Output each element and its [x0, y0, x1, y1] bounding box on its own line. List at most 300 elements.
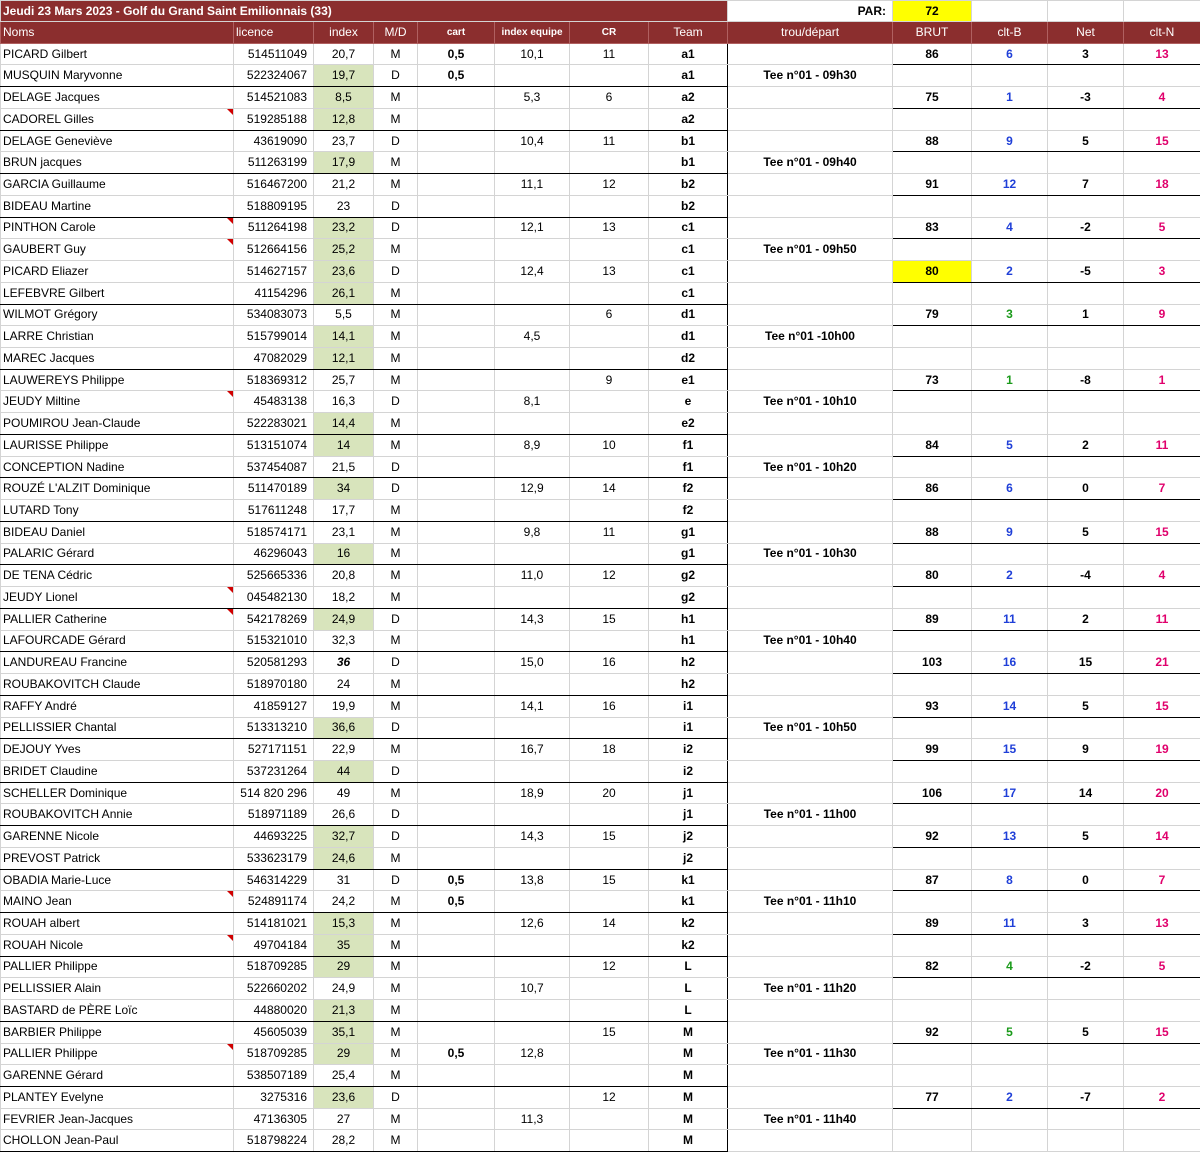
- cell-cart[interactable]: [418, 760, 495, 782]
- cell-index-equipe[interactable]: [495, 760, 570, 782]
- cell-net[interactable]: 3: [1048, 43, 1124, 65]
- cell-index-equipe[interactable]: [495, 282, 570, 304]
- cell-name[interactable]: MAINO Jean: [1, 891, 234, 913]
- cell-trou-depart[interactable]: Tee n°01 - 10h30: [728, 543, 893, 565]
- cell-cr[interactable]: 15: [570, 826, 649, 848]
- cell-trou-depart[interactable]: [728, 565, 893, 587]
- cell-net[interactable]: [1048, 239, 1124, 261]
- header-cart[interactable]: cart: [418, 22, 495, 44]
- cell-net[interactable]: [1048, 348, 1124, 370]
- cell-net[interactable]: [1048, 1043, 1124, 1065]
- cell-index-equipe[interactable]: 9,8: [495, 521, 570, 543]
- cell-name[interactable]: PALLIER Philippe: [1, 1043, 234, 1065]
- cell-index-equipe[interactable]: 10,4: [495, 130, 570, 152]
- cell-team[interactable]: a2: [649, 87, 728, 109]
- cell-trou-depart[interactable]: Tee n°01 - 10h20: [728, 456, 893, 478]
- cell-cr[interactable]: 13: [570, 217, 649, 239]
- cell-name[interactable]: GARCIA Guillaume: [1, 174, 234, 196]
- cell-name[interactable]: CADOREL Gilles: [1, 108, 234, 130]
- cell-trou-depart[interactable]: [728, 195, 893, 217]
- cell-cr[interactable]: 14: [570, 478, 649, 500]
- cell-index-equipe[interactable]: [495, 543, 570, 565]
- cell-name[interactable]: DELAGE Geneviève: [1, 130, 234, 152]
- cell-md[interactable]: M: [374, 934, 418, 956]
- cell-index[interactable]: 25,4: [314, 1065, 374, 1087]
- cell-trou-depart[interactable]: [728, 369, 893, 391]
- cell-net[interactable]: 5: [1048, 826, 1124, 848]
- cell-clt-n[interactable]: [1124, 1043, 1200, 1065]
- cell-trou-depart[interactable]: [728, 913, 893, 935]
- cell-clt-b[interactable]: [972, 891, 1048, 913]
- cell-name[interactable]: RAFFY André: [1, 695, 234, 717]
- cell-net[interactable]: [1048, 630, 1124, 652]
- cell-md[interactable]: D: [374, 261, 418, 283]
- cell-index-equipe[interactable]: 14,3: [495, 608, 570, 630]
- cell-cr[interactable]: [570, 1130, 649, 1152]
- cell-cr[interactable]: [570, 500, 649, 522]
- cell-net[interactable]: 1: [1048, 304, 1124, 326]
- cell-index[interactable]: 14: [314, 434, 374, 456]
- cell-md[interactable]: M: [374, 674, 418, 696]
- cell-licence[interactable]: 514521083: [234, 87, 314, 109]
- cell-name[interactable]: CONCEPTION Nadine: [1, 456, 234, 478]
- cell-clt-n[interactable]: 15: [1124, 130, 1200, 152]
- cell-team[interactable]: i1: [649, 717, 728, 739]
- cell-net[interactable]: [1048, 152, 1124, 174]
- cell-index-equipe[interactable]: 14,3: [495, 826, 570, 848]
- cell-cr[interactable]: [570, 413, 649, 435]
- cell-clt-b[interactable]: [972, 65, 1048, 87]
- cell-brut[interactable]: [893, 500, 972, 522]
- cell-md[interactable]: M: [374, 695, 418, 717]
- cell-clt-b[interactable]: [972, 1065, 1048, 1087]
- cell-index[interactable]: 29: [314, 956, 374, 978]
- cell-clt-n[interactable]: [1124, 65, 1200, 87]
- cell-net[interactable]: [1048, 978, 1124, 1000]
- cell-index-equipe[interactable]: [495, 500, 570, 522]
- cell-cart[interactable]: [418, 804, 495, 826]
- cell-team[interactable]: g2: [649, 587, 728, 609]
- cell-index[interactable]: 20,8: [314, 565, 374, 587]
- cell-net[interactable]: [1048, 1000, 1124, 1022]
- cell-trou-depart[interactable]: [728, 934, 893, 956]
- cell-net[interactable]: [1048, 891, 1124, 913]
- cell-index-equipe[interactable]: 10,7: [495, 978, 570, 1000]
- cell-trou-depart[interactable]: [728, 739, 893, 761]
- cell-clt-n[interactable]: [1124, 282, 1200, 304]
- cell-index[interactable]: 28,2: [314, 1130, 374, 1152]
- cell-index[interactable]: 29: [314, 1043, 374, 1065]
- cell-team[interactable]: i2: [649, 760, 728, 782]
- cell-clt-n[interactable]: 3: [1124, 261, 1200, 283]
- cell-brut[interactable]: 88: [893, 521, 972, 543]
- cell-clt-b[interactable]: [972, 348, 1048, 370]
- cell-index[interactable]: 36: [314, 652, 374, 674]
- cell-cr[interactable]: [570, 543, 649, 565]
- cell-brut[interactable]: [893, 456, 972, 478]
- cell-md[interactable]: D: [374, 652, 418, 674]
- cell-team[interactable]: g2: [649, 565, 728, 587]
- cell-licence[interactable]: 546314229: [234, 869, 314, 891]
- cell-trou-depart[interactable]: [728, 1130, 893, 1152]
- cell-team[interactable]: k1: [649, 869, 728, 891]
- cell-team[interactable]: a2: [649, 108, 728, 130]
- cell-name[interactable]: BARBIER Philippe: [1, 1021, 234, 1043]
- cell-licence[interactable]: 534083073: [234, 304, 314, 326]
- cell-md[interactable]: M: [374, 282, 418, 304]
- cell-cart[interactable]: [418, 326, 495, 348]
- cell-licence[interactable]: 520581293: [234, 652, 314, 674]
- cell-clt-b[interactable]: [972, 152, 1048, 174]
- cell-team[interactable]: M: [649, 1065, 728, 1087]
- cell-cart[interactable]: [418, 956, 495, 978]
- cell-index[interactable]: 20,7: [314, 43, 374, 65]
- cell-cart[interactable]: [418, 1021, 495, 1043]
- cell-index[interactable]: 23,6: [314, 261, 374, 283]
- cell-clt-n[interactable]: [1124, 934, 1200, 956]
- cell-licence[interactable]: 518970180: [234, 674, 314, 696]
- cell-md[interactable]: M: [374, 174, 418, 196]
- cell-name[interactable]: PINTHON Carole: [1, 217, 234, 239]
- cell-brut[interactable]: 91: [893, 174, 972, 196]
- cell-index[interactable]: 17,9: [314, 152, 374, 174]
- cell-team[interactable]: c1: [649, 217, 728, 239]
- cell-team[interactable]: j1: [649, 782, 728, 804]
- cell-clt-n[interactable]: [1124, 413, 1200, 435]
- cell-cart[interactable]: 0,5: [418, 869, 495, 891]
- cell-cr[interactable]: 11: [570, 43, 649, 65]
- cell-clt-b[interactable]: 14: [972, 695, 1048, 717]
- cell-team[interactable]: j1: [649, 804, 728, 826]
- cell-name[interactable]: MUSQUIN Maryvonne: [1, 65, 234, 87]
- cell-team[interactable]: h2: [649, 674, 728, 696]
- header-clt-n[interactable]: clt-N: [1124, 22, 1200, 44]
- header-index-equipe[interactable]: index equipe: [495, 22, 570, 44]
- cell-name[interactable]: OBADIA Marie-Luce: [1, 869, 234, 891]
- cell-brut[interactable]: [893, 1065, 972, 1087]
- cell-team[interactable]: h1: [649, 608, 728, 630]
- cell-index-equipe[interactable]: 8,1: [495, 391, 570, 413]
- cell-licence[interactable]: 518709285: [234, 956, 314, 978]
- cell-index-equipe[interactable]: 8,9: [495, 434, 570, 456]
- cell-trou-depart[interactable]: [728, 108, 893, 130]
- cell-index[interactable]: 35,1: [314, 1021, 374, 1043]
- cell-md[interactable]: M: [374, 1043, 418, 1065]
- cell-index[interactable]: 16,3: [314, 391, 374, 413]
- cell-team[interactable]: h2: [649, 652, 728, 674]
- cell-md[interactable]: M: [374, 43, 418, 65]
- cell-md[interactable]: M: [374, 434, 418, 456]
- cell-index-equipe[interactable]: 11,3: [495, 1108, 570, 1130]
- cell-md[interactable]: M: [374, 739, 418, 761]
- cell-net[interactable]: -3: [1048, 87, 1124, 109]
- cell-net[interactable]: 14: [1048, 782, 1124, 804]
- cell-net[interactable]: [1048, 108, 1124, 130]
- cell-licence[interactable]: 538507189: [234, 1065, 314, 1087]
- cell-trou-depart[interactable]: Tee n°01 - 09h50: [728, 239, 893, 261]
- cell-index[interactable]: 23,6: [314, 1086, 374, 1108]
- cell-net[interactable]: [1048, 804, 1124, 826]
- cell-index[interactable]: 35: [314, 934, 374, 956]
- cell-cart[interactable]: [418, 543, 495, 565]
- cell-cart[interactable]: [418, 304, 495, 326]
- cell-licence[interactable]: 522324067: [234, 65, 314, 87]
- par-value[interactable]: 72: [893, 1, 972, 22]
- cell-team[interactable]: M: [649, 1086, 728, 1108]
- cell-net[interactable]: 0: [1048, 478, 1124, 500]
- cell-md[interactable]: D: [374, 717, 418, 739]
- cell-clt-b[interactable]: [972, 1130, 1048, 1152]
- cell-cart[interactable]: [418, 1000, 495, 1022]
- cell-name[interactable]: BIDEAU Martine: [1, 195, 234, 217]
- cell-trou-depart[interactable]: Tee n°01 - 10h10: [728, 391, 893, 413]
- cell-clt-b[interactable]: 9: [972, 521, 1048, 543]
- cell-team[interactable]: g1: [649, 543, 728, 565]
- cell-md[interactable]: M: [374, 543, 418, 565]
- cell-clt-b[interactable]: 2: [972, 565, 1048, 587]
- cell-index-equipe[interactable]: 12,6: [495, 913, 570, 935]
- cell-index-equipe[interactable]: [495, 195, 570, 217]
- cell-index-equipe[interactable]: 4,5: [495, 326, 570, 348]
- cell-index-equipe[interactable]: [495, 1130, 570, 1152]
- cell-clt-b[interactable]: [972, 413, 1048, 435]
- cell-cr[interactable]: 13: [570, 261, 649, 283]
- cell-net[interactable]: -8: [1048, 369, 1124, 391]
- cell-brut[interactable]: 92: [893, 1021, 972, 1043]
- cell-clt-n[interactable]: [1124, 717, 1200, 739]
- cell-cart[interactable]: [418, 282, 495, 304]
- cell-clt-b[interactable]: [972, 195, 1048, 217]
- cell-team[interactable]: k2: [649, 934, 728, 956]
- cell-index-equipe[interactable]: [495, 630, 570, 652]
- cell-licence[interactable]: 522283021: [234, 413, 314, 435]
- cell-name[interactable]: ROUBAKOVITCH Claude: [1, 674, 234, 696]
- cell-cr[interactable]: [570, 934, 649, 956]
- cell-md[interactable]: D: [374, 608, 418, 630]
- cell-licence[interactable]: 525665336: [234, 565, 314, 587]
- cell-clt-b[interactable]: 1: [972, 369, 1048, 391]
- cell-index-equipe[interactable]: [495, 587, 570, 609]
- cell-brut[interactable]: [893, 391, 972, 413]
- cell-team[interactable]: b1: [649, 152, 728, 174]
- cell-index[interactable]: 18,2: [314, 587, 374, 609]
- cell-clt-b[interactable]: 17: [972, 782, 1048, 804]
- cell-clt-n[interactable]: 1: [1124, 369, 1200, 391]
- header-team[interactable]: Team: [649, 22, 728, 44]
- cell-net[interactable]: [1048, 847, 1124, 869]
- cell-index-equipe[interactable]: [495, 1000, 570, 1022]
- cell-clt-n[interactable]: [1124, 108, 1200, 130]
- cell-licence[interactable]: 514511049: [234, 43, 314, 65]
- cell-index-equipe[interactable]: [495, 65, 570, 87]
- cell-md[interactable]: M: [374, 782, 418, 804]
- cell-clt-b[interactable]: [972, 804, 1048, 826]
- cell-licence[interactable]: 515799014: [234, 326, 314, 348]
- cell-name[interactable]: LARRE Christian: [1, 326, 234, 348]
- cell-cr[interactable]: [570, 326, 649, 348]
- cell-licence[interactable]: 516467200: [234, 174, 314, 196]
- cell-clt-n[interactable]: [1124, 1000, 1200, 1022]
- cell-clt-b[interactable]: [972, 391, 1048, 413]
- cell-clt-n[interactable]: 15: [1124, 521, 1200, 543]
- cell-index[interactable]: 24: [314, 674, 374, 696]
- cell-md[interactable]: M: [374, 304, 418, 326]
- cell-licence[interactable]: 518709285: [234, 1043, 314, 1065]
- cell-brut[interactable]: [893, 282, 972, 304]
- cell-cr[interactable]: 15: [570, 1021, 649, 1043]
- cell-name[interactable]: PICARD Eliazer: [1, 261, 234, 283]
- cell-index-equipe[interactable]: 11,0: [495, 565, 570, 587]
- cell-clt-b[interactable]: [972, 326, 1048, 348]
- cell-md[interactable]: D: [374, 130, 418, 152]
- cell-clt-b[interactable]: [972, 630, 1048, 652]
- cell-clt-b[interactable]: 2: [972, 261, 1048, 283]
- cell-index-equipe[interactable]: [495, 847, 570, 869]
- cell-name[interactable]: ROUAH Nicole: [1, 934, 234, 956]
- cell-team[interactable]: f2: [649, 478, 728, 500]
- cell-brut[interactable]: [893, 630, 972, 652]
- cell-name[interactable]: LEFEBVRE Gilbert: [1, 282, 234, 304]
- cell-md[interactable]: M: [374, 565, 418, 587]
- cell-brut[interactable]: [893, 1130, 972, 1152]
- cell-brut[interactable]: [893, 717, 972, 739]
- cell-licence[interactable]: 537454087: [234, 456, 314, 478]
- cell-md[interactable]: D: [374, 65, 418, 87]
- cell-md[interactable]: M: [374, 152, 418, 174]
- cell-name[interactable]: LUTARD Tony: [1, 500, 234, 522]
- cell-brut[interactable]: [893, 543, 972, 565]
- cell-clt-b[interactable]: [972, 239, 1048, 261]
- cell-name[interactable]: ROUAH albert: [1, 913, 234, 935]
- cell-trou-depart[interactable]: Tee n°01 -10h00: [728, 326, 893, 348]
- cell-clt-b[interactable]: 6: [972, 478, 1048, 500]
- cell-md[interactable]: D: [374, 1086, 418, 1108]
- cell-md[interactable]: D: [374, 478, 418, 500]
- cell-team[interactable]: h1: [649, 630, 728, 652]
- cell-brut[interactable]: 80: [893, 261, 972, 283]
- cell-cart[interactable]: [418, 913, 495, 935]
- cell-team[interactable]: a1: [649, 65, 728, 87]
- cell-team[interactable]: M: [649, 1130, 728, 1152]
- cell-cart[interactable]: [418, 500, 495, 522]
- cell-index-equipe[interactable]: [495, 1065, 570, 1087]
- cell-trou-depart[interactable]: [728, 587, 893, 609]
- cell-cr[interactable]: [570, 891, 649, 913]
- cell-net[interactable]: [1048, 587, 1124, 609]
- cell-index[interactable]: 31: [314, 869, 374, 891]
- cell-brut[interactable]: 82: [893, 956, 972, 978]
- cell-index[interactable]: 25,7: [314, 369, 374, 391]
- cell-cart[interactable]: [418, 652, 495, 674]
- cell-clt-b[interactable]: 9: [972, 130, 1048, 152]
- cell-index-equipe[interactable]: [495, 717, 570, 739]
- cell-cart[interactable]: [418, 478, 495, 500]
- cell-brut[interactable]: [893, 108, 972, 130]
- cell-brut[interactable]: 99: [893, 739, 972, 761]
- cell-index[interactable]: 23,2: [314, 217, 374, 239]
- cell-cr[interactable]: [570, 239, 649, 261]
- cell-name[interactable]: PICARD Gilbert: [1, 43, 234, 65]
- cell-index[interactable]: 32,3: [314, 630, 374, 652]
- cell-index-equipe[interactable]: [495, 1086, 570, 1108]
- cell-licence[interactable]: 518971189: [234, 804, 314, 826]
- cell-index[interactable]: 25,2: [314, 239, 374, 261]
- cell-cr[interactable]: 15: [570, 869, 649, 891]
- cell-trou-depart[interactable]: [728, 43, 893, 65]
- cell-index[interactable]: 12,8: [314, 108, 374, 130]
- cell-index-equipe[interactable]: 18,9: [495, 782, 570, 804]
- cell-md[interactable]: M: [374, 978, 418, 1000]
- cell-clt-b[interactable]: 3: [972, 304, 1048, 326]
- cell-cr[interactable]: 6: [570, 87, 649, 109]
- cell-licence[interactable]: 537231264: [234, 760, 314, 782]
- cell-index[interactable]: 15,3: [314, 913, 374, 935]
- cell-cr[interactable]: [570, 804, 649, 826]
- cell-net[interactable]: [1048, 543, 1124, 565]
- cell-cr[interactable]: [570, 348, 649, 370]
- cell-cart[interactable]: [418, 391, 495, 413]
- cell-index[interactable]: 21,3: [314, 1000, 374, 1022]
- cell-brut[interactable]: [893, 934, 972, 956]
- cell-brut[interactable]: [893, 760, 972, 782]
- cell-cr[interactable]: 15: [570, 608, 649, 630]
- cell-md[interactable]: M: [374, 326, 418, 348]
- cell-net[interactable]: [1048, 674, 1124, 696]
- cell-md[interactable]: M: [374, 630, 418, 652]
- cell-brut[interactable]: [893, 326, 972, 348]
- cell-md[interactable]: D: [374, 456, 418, 478]
- cell-name[interactable]: DE TENA Cédric: [1, 565, 234, 587]
- cell-index-equipe[interactable]: [495, 456, 570, 478]
- cell-licence[interactable]: 45483138: [234, 391, 314, 413]
- cell-md[interactable]: D: [374, 391, 418, 413]
- cell-index[interactable]: 49: [314, 782, 374, 804]
- cell-name[interactable]: JEUDY Lionel: [1, 587, 234, 609]
- cell-team[interactable]: g1: [649, 521, 728, 543]
- cell-team[interactable]: L: [649, 1000, 728, 1022]
- cell-net[interactable]: [1048, 282, 1124, 304]
- cell-licence[interactable]: 518369312: [234, 369, 314, 391]
- cell-clt-b[interactable]: [972, 934, 1048, 956]
- cell-index-equipe[interactable]: [495, 956, 570, 978]
- cell-brut[interactable]: 75: [893, 87, 972, 109]
- cell-clt-b[interactable]: 4: [972, 956, 1048, 978]
- cell-cart[interactable]: [418, 1130, 495, 1152]
- cell-net[interactable]: [1048, 760, 1124, 782]
- cell-licence[interactable]: 43619090: [234, 130, 314, 152]
- cell-index[interactable]: 24,9: [314, 978, 374, 1000]
- cell-md[interactable]: D: [374, 760, 418, 782]
- cell-md[interactable]: M: [374, 1130, 418, 1152]
- cell-licence[interactable]: 511264198: [234, 217, 314, 239]
- cell-team[interactable]: j2: [649, 847, 728, 869]
- cell-clt-b[interactable]: 11: [972, 913, 1048, 935]
- cell-cr[interactable]: [570, 717, 649, 739]
- cell-clt-n[interactable]: 14: [1124, 826, 1200, 848]
- cell-licence[interactable]: 045482130: [234, 587, 314, 609]
- cell-cart[interactable]: [418, 195, 495, 217]
- cell-team[interactable]: j2: [649, 826, 728, 848]
- cell-clt-n[interactable]: 13: [1124, 913, 1200, 935]
- cell-clt-n[interactable]: 20: [1124, 782, 1200, 804]
- cell-licence[interactable]: 41154296: [234, 282, 314, 304]
- cell-team[interactable]: e: [649, 391, 728, 413]
- cell-index[interactable]: 19,7: [314, 65, 374, 87]
- cell-team[interactable]: b1: [649, 130, 728, 152]
- cell-clt-b[interactable]: 15: [972, 739, 1048, 761]
- cell-clt-n[interactable]: [1124, 804, 1200, 826]
- cell-cart[interactable]: [418, 1065, 495, 1087]
